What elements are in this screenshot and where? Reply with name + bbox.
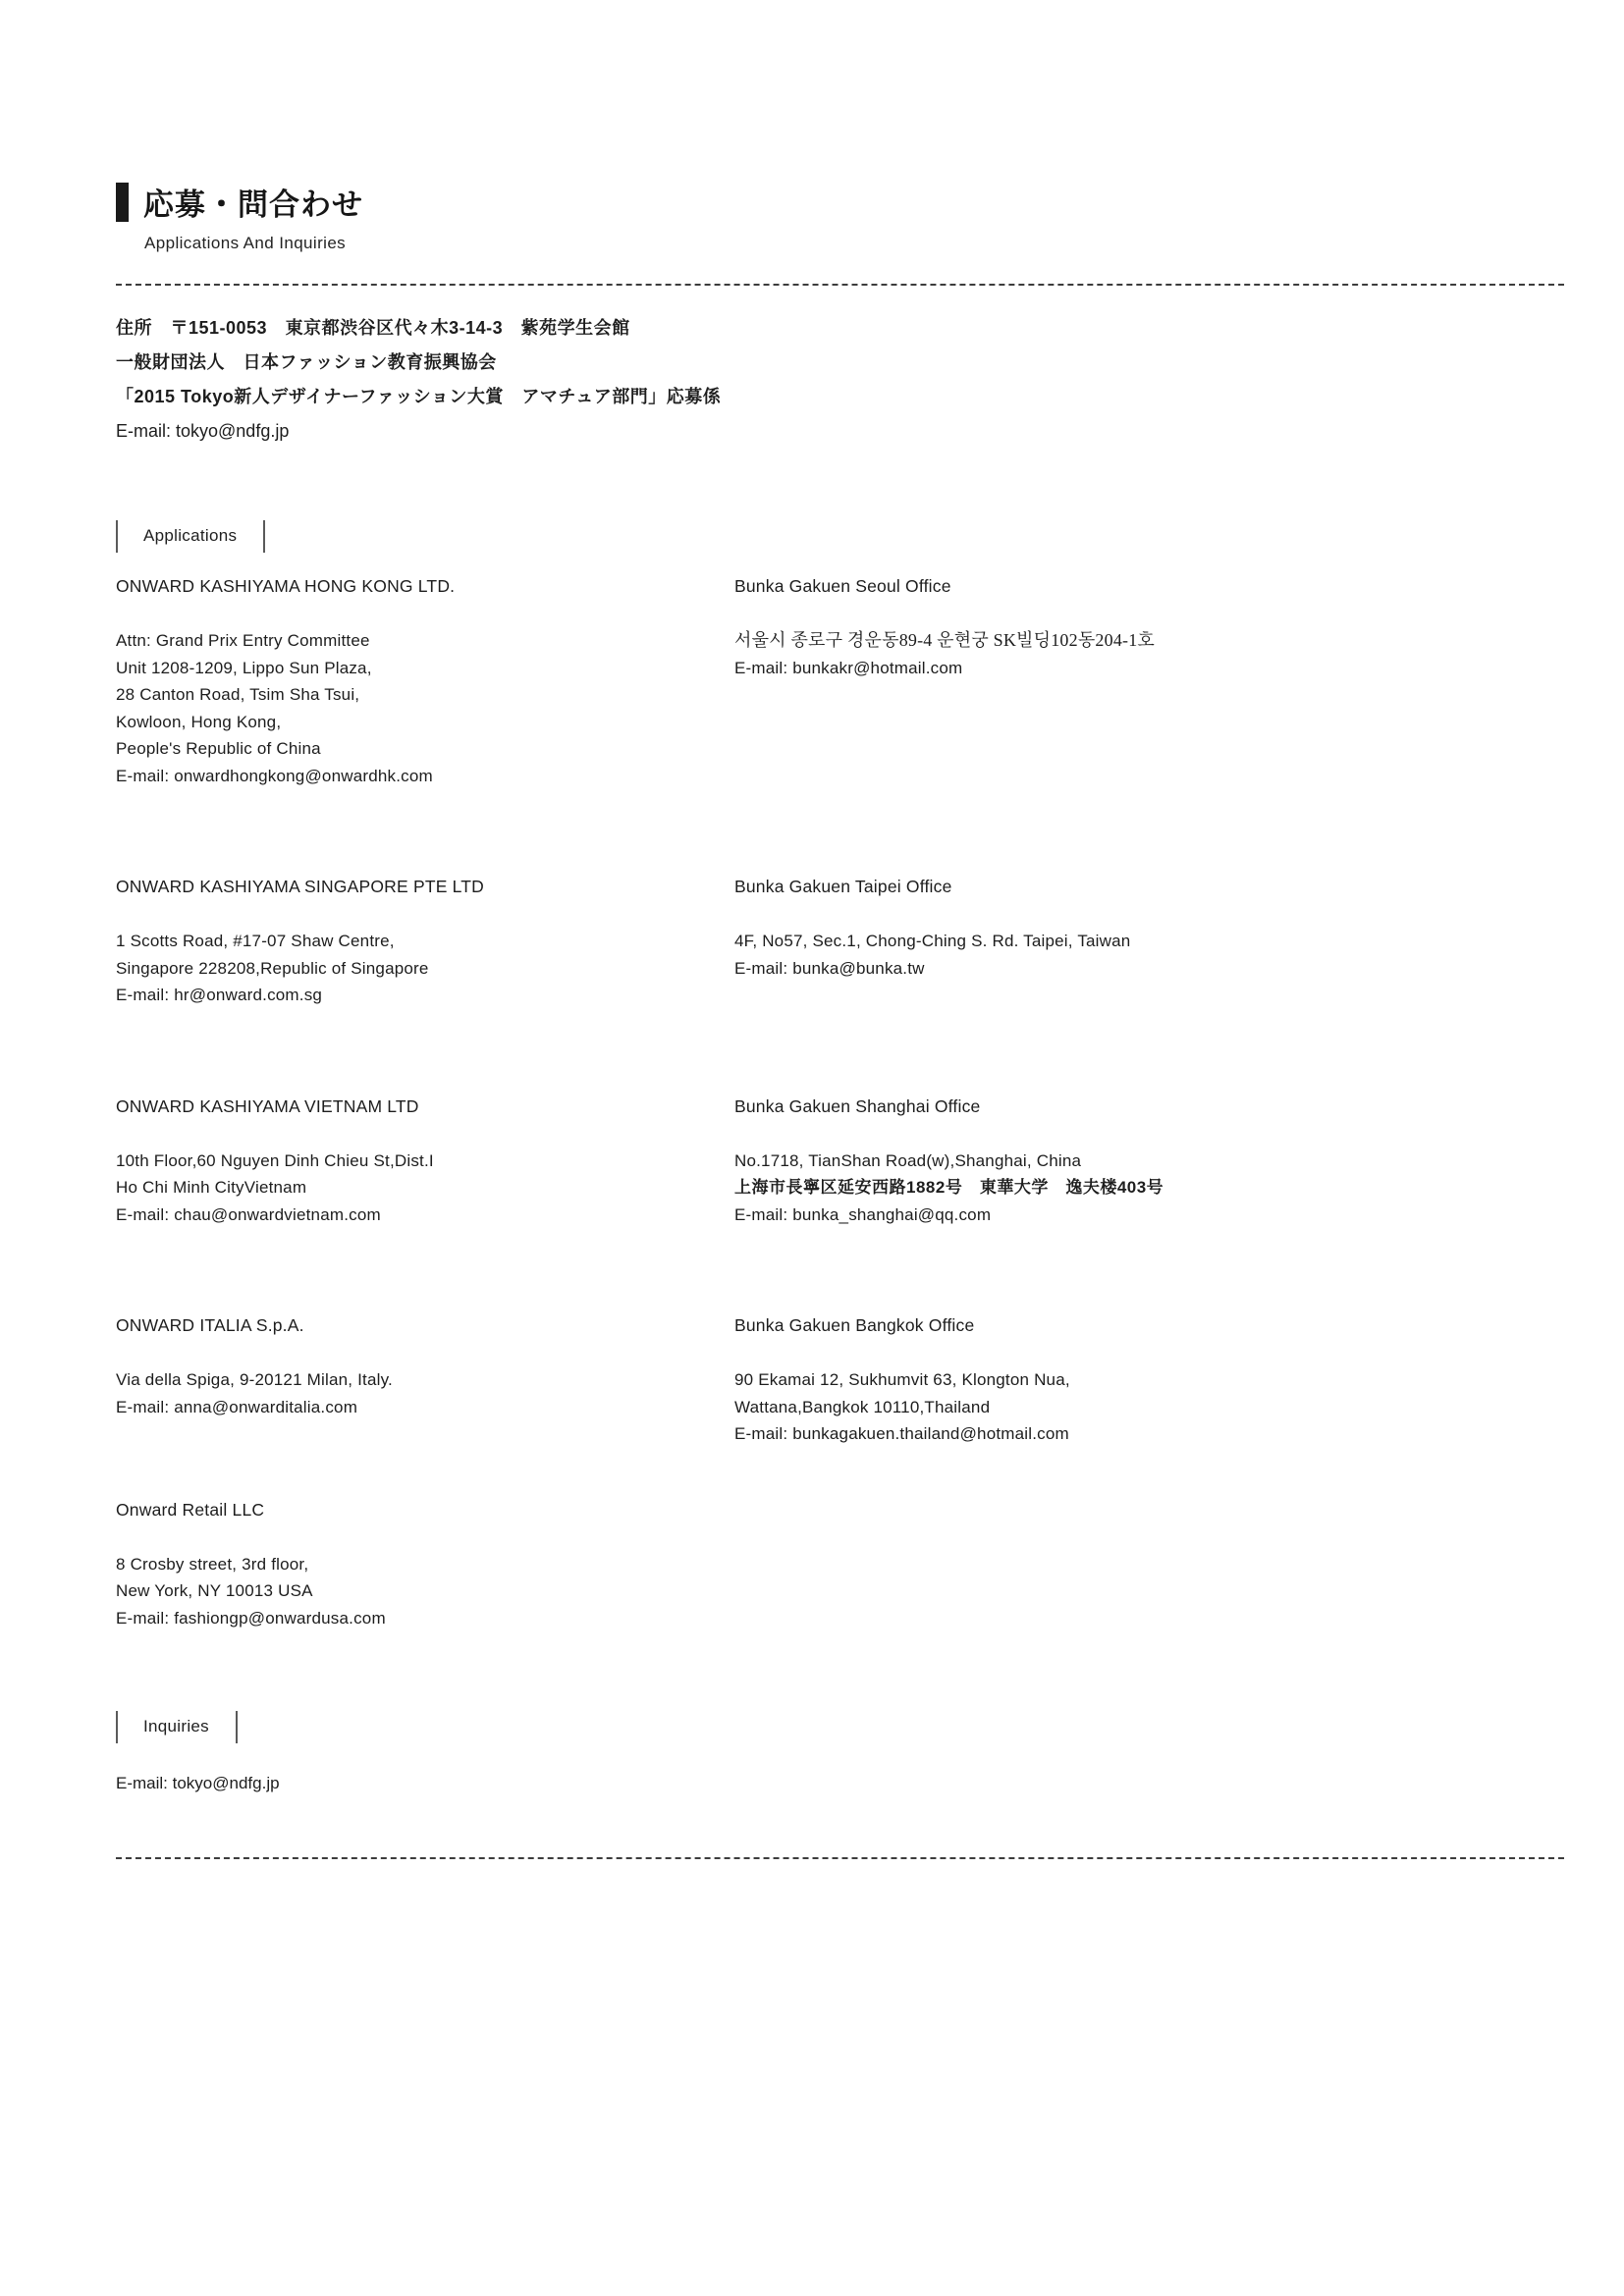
email-line: E-mail: bunkakr@hotmail.com — [734, 658, 963, 677]
company-name: ONWARD KASHIYAMA SINGAPORE PTE LTD — [116, 877, 485, 896]
address-line: New York, NY 10013 USA — [116, 1581, 313, 1600]
address-line: Via della Spiga, 9-20121 Milan, Italy. — [116, 1370, 393, 1389]
entry-placeholder — [734, 1497, 1564, 1632]
email-line: E-mail: fashiongp@onwardusa.com — [116, 1608, 386, 1628]
company-address — [734, 928, 1564, 982]
page-subtitle: Applications And Inquiries — [144, 234, 347, 252]
address-line: 8 Crosby street, 3rd floor, — [116, 1554, 309, 1574]
address-line: Attn: Grand Prix Entry Committee — [116, 631, 370, 650]
entry-onward-singapore — [116, 874, 734, 1009]
address-line: 10th Floor,60 Nguyen Dinh Chieu St,Dist.I — [116, 1150, 434, 1170]
email-line: E-mail: hr@onward.com.sg — [116, 986, 323, 1004]
entry-rows — [116, 573, 1564, 1631]
address-line: 28 Canton Road, Tsim Sha Tsui, — [116, 685, 360, 704]
company-name: Bunka Gakuen Bangkok Office — [734, 1315, 975, 1335]
address-line: 4F, No57, Sec.1, Chong-Ching S. Rd. Taipei, Taiwan — [734, 932, 1131, 950]
section-header — [116, 180, 1564, 253]
entry-row — [116, 1094, 1564, 1229]
label-tick-right — [263, 520, 265, 553]
inquiries-email: E-mail: tokyo@ndfg.jp — [116, 1774, 280, 1792]
applications-section — [116, 519, 1564, 1631]
email-line: E-mail: bunka_shanghai@qq.com — [734, 1204, 992, 1224]
address-line: 一般財団法人 日本ファッション教育振興協会 — [116, 352, 497, 372]
entry-onward-retail — [116, 1497, 734, 1632]
company-name: Onward Retail LLC — [116, 1499, 265, 1520]
company-address — [116, 928, 734, 1009]
company-name: Bunka Gakuen Taipei Office — [734, 877, 952, 896]
address-email: E-mail: tokyo@ndfg.jp — [116, 421, 290, 441]
address-line: 住所 〒151-0053 東京都渋谷区代々木3-14-3 紫苑学生会館 — [116, 318, 630, 338]
divider-top — [116, 284, 1564, 286]
divider-bottom — [116, 1857, 1564, 1859]
address-line: 1 Scotts Road, #17-07 Shaw Centre, — [116, 932, 395, 950]
company-name: Bunka Gakuen Shanghai Office — [734, 1095, 981, 1116]
entry-bunka-taipei — [734, 874, 1564, 1009]
inquiries-label — [116, 1710, 1564, 1743]
company-address — [734, 1366, 1564, 1448]
applications-label — [116, 519, 1564, 553]
entry-row — [116, 1312, 1564, 1448]
company-address — [116, 1148, 734, 1229]
address-line: 90 Ekamai 12, Sukhumvit 63, Klongton Nua, — [734, 1370, 1070, 1389]
address-line: People's Republic of China — [116, 739, 321, 758]
company-address — [116, 1551, 734, 1632]
company-address — [734, 627, 1564, 681]
email-line: E-mail: chau@onwardvietnam.com — [116, 1204, 381, 1224]
page-title: 応募・問合わせ — [143, 187, 363, 222]
email-line: E-mail: bunkagakuen.thailand@hotmail.com — [734, 1424, 1069, 1443]
address-line: Kowloon, Hong Kong, — [116, 712, 282, 731]
heading-accent-bar — [116, 183, 129, 222]
entry-onward-italia — [116, 1312, 734, 1448]
company-name: Bunka Gakuen Seoul Office — [734, 576, 951, 596]
email-line: E-mail: onwardhongkong@onwardhk.com — [116, 766, 433, 785]
label-tick-right — [236, 1711, 238, 1743]
address-line: Singapore 228208,Republic of Singapore — [116, 958, 429, 978]
entry-onward-hongkong — [116, 573, 734, 789]
address-line: 上海市長寧区延安西路1882号 東華大学 逸夫楼403号 — [734, 1178, 1164, 1197]
address-block — [116, 311, 1564, 449]
company-name: ONWARD ITALIA S.p.A. — [116, 1315, 304, 1335]
entry-bunka-bangkok — [734, 1312, 1564, 1448]
address-line: Ho Chi Minh CityVietnam — [116, 1178, 307, 1197]
entry-row — [116, 874, 1564, 1009]
company-address — [734, 1148, 1564, 1229]
address-line: 「2015 Tokyo新人デザイナーファッション大賞 アマチュア部門」応募係 — [116, 387, 722, 406]
address-line: No.1718, TianShan Road(w),Shanghai, China — [734, 1150, 1082, 1170]
company-name: ONWARD KASHIYAMA HONG KONG LTD. — [116, 576, 456, 596]
address-line: Wattana,Bangkok 10110,Thailand — [734, 1397, 991, 1416]
title-row — [116, 180, 1564, 224]
company-name: ONWARD KASHIYAMA VIETNAM LTD — [116, 1095, 419, 1116]
entry-row — [116, 573, 1564, 789]
address-line: Unit 1208-1209, Lippo Sun Plaza, — [116, 658, 372, 677]
entry-row — [116, 1497, 1564, 1632]
inquiries-label-text: Inquiries — [143, 1717, 209, 1735]
address-line: 서울시 종로구 경운동89-4 운현궁 SK빌딩102동204-1호 — [734, 630, 1156, 650]
inquiries-section — [116, 1710, 1564, 1796]
entry-bunka-seoul — [734, 573, 1564, 789]
email-line: E-mail: anna@onwarditalia.com — [116, 1397, 358, 1416]
applications-label-text: Applications — [143, 526, 238, 545]
email-line: E-mail: bunka@bunka.tw — [734, 958, 925, 978]
company-address — [116, 1366, 734, 1420]
entry-bunka-shanghai — [734, 1094, 1564, 1229]
entry-onward-vietnam — [116, 1094, 734, 1229]
company-address — [116, 627, 734, 789]
